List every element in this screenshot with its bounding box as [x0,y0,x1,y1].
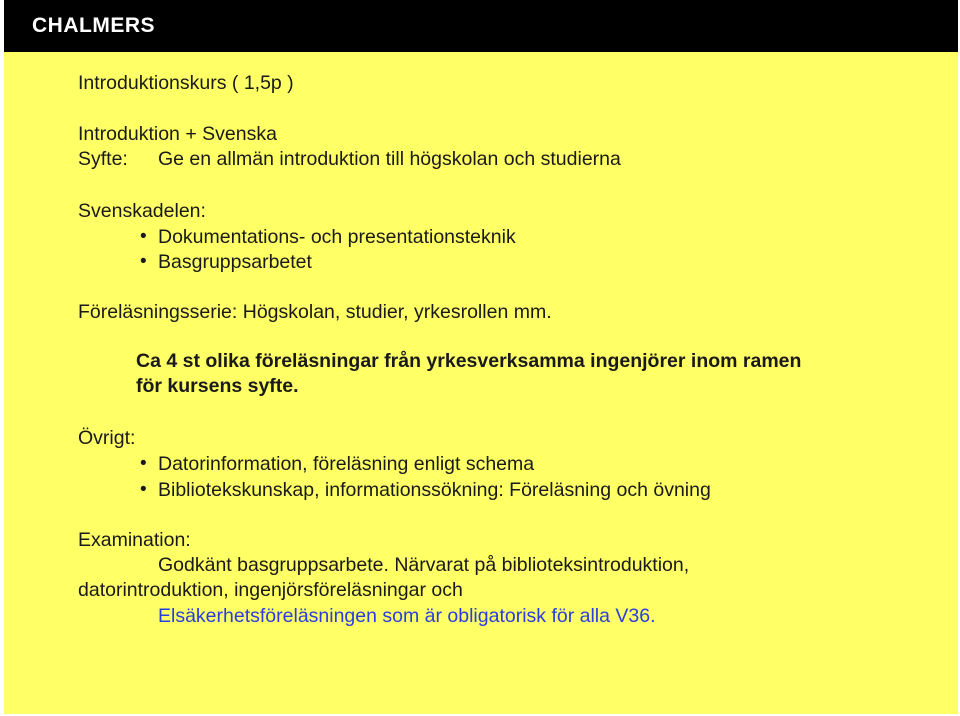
bullet-icon: • [140,251,147,272]
ovrigt-heading: Övrigt: [78,427,136,449]
syfte-label: Syfte: [78,148,128,170]
forelasning-line: Föreläsningsserie: Högskolan, studier, yrkesrollen mm. [78,301,552,323]
bullet-icon: • [140,226,147,247]
exam-line-3: Elsäkerhetsföreläsningen som är obligatorisk för alla V36. [158,605,656,627]
intro-line: Introduktion + Svenska [78,123,277,145]
ovrigt-item: Datorinformation, föreläsning enligt schema [158,453,535,475]
exam-heading: Examination: [78,529,191,551]
chalmers-logo: CHALMERS [32,14,155,37]
ovrigt-item: Bibliotekskunskap, informationssökning: Föreläsning och övning [158,479,711,501]
header-bar [4,0,958,52]
bullet-icon: • [140,453,147,474]
exam-line-2: datorintroduktion, ingenjörsföreläsningar och [78,579,463,601]
syfte-text: Ge en allmän introduktion till högskolan och studierna [158,148,621,170]
svenska-item: Basgruppsarbetet [158,251,312,273]
svenska-item: Dokumentations- och presentationsteknik [158,226,516,248]
svenska-heading: Svenskadelen: [78,200,206,222]
course-title: Introduktionskurs ( 1,5p ) [78,72,294,94]
slide-content [4,52,958,714]
forelasning-detail-1: Ca 4 st olika föreläsningar från yrkesverksamma ingenjörer inom ramen [136,350,802,372]
exam-line-1: Godkänt basgruppsarbete. Närvarat på biblioteksintroduktion, [158,554,690,576]
forelasning-detail-2: för kursens syfte. [136,375,299,397]
bullet-icon: • [140,479,147,500]
